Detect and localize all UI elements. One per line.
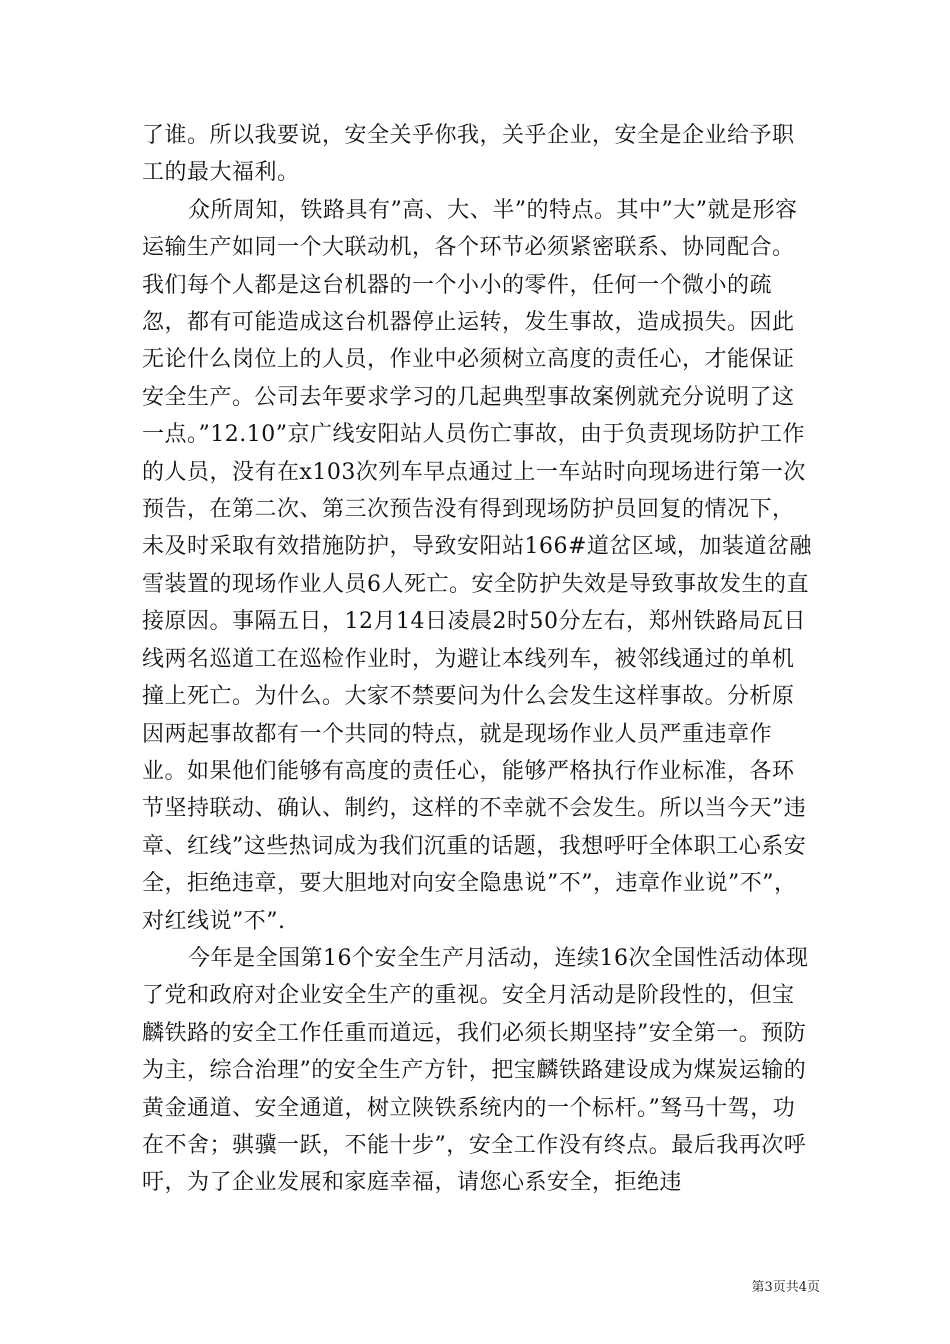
document-body [142, 117, 814, 1202]
paragraph-3: 今年是全国第16个安全生产月活动，连续16次全国性活动体现了党和政府对企业安全生产的重视。安全月活动是阶段性的，但宝麟铁路的安全工作任重而道远，我们必须长期坚持”安全第一。预防为主，综合治理”的安全生产方针，把宝麟铁路建设成为煤炭运输的黄金通道、安全通道，树立陕铁系统内的一个标杆。”驽马十驾，功在不舍；骐骥一跃，不能十步”，安全工作没有终点。最后我再次呼吁，为了企业发展和家庭幸福，请您心系安全，拒绝违 [142, 945, 809, 1196]
paragraph-1: 了谁。所以我要说，安全关乎你我，关乎企业，安全是企业给予职工的最大福利。 [142, 123, 795, 186]
page-number-footer: 第3页共4页 [751, 1280, 820, 1295]
paragraph-2: 众所周知，铁路具有”高、大、半”的特点。其中”大”就是形容运输生产如同一个大联动机，各个环节必须紧密联系、协同配合。我们每个人都是这台机器的一个小小的零件，任何一个微小的疏忽，都有可能造成这台机器停止运转，发生事故，造成损失。因此无论什么岗位上的人员，作业中必须树立高度的责任心，才能保证安全生产。公司去年要求学习的几起典型事故案例就充分说明了这一点。”12.10”京广线安阳站人员伤亡事故，由于负责现场防护工作的人员，没有在x103次列车早点通过上一车站时向现场进行第一次预告，在第二次、第三次预告没有得到现场防护员回复的情况下，未及时采取有效措施防护，导致安阳站166#道岔区域，加装道岔融雪装置的现场作业人员6人死亡。安全防护失效是导致事故发生的直接原因。事隔五日，12月14日凌晨2时50分左右，郑州铁路局瓦日线两名巡道工在巡检作业时，为避让本线列车，被邻线通过的单机撞上死亡。为什么。大家不禁要问为什么会发生这样事故。分析原因两起事故都有一个共同的特点，就是现场作业人员严重违章作业。如果他们能够有高度的责任心，能够严格执行作业标准，各环节坚持联动、确认、制约，这样的不幸就不会发生。所以当今天”违章、红线”这些热词成为我们沉重的话题，我想呼吁全体职工心系安全，拒绝违章，要大胆地对向安全隐患说”不”，违章作业说”不”，对红线说”不”. [142, 197, 812, 934]
